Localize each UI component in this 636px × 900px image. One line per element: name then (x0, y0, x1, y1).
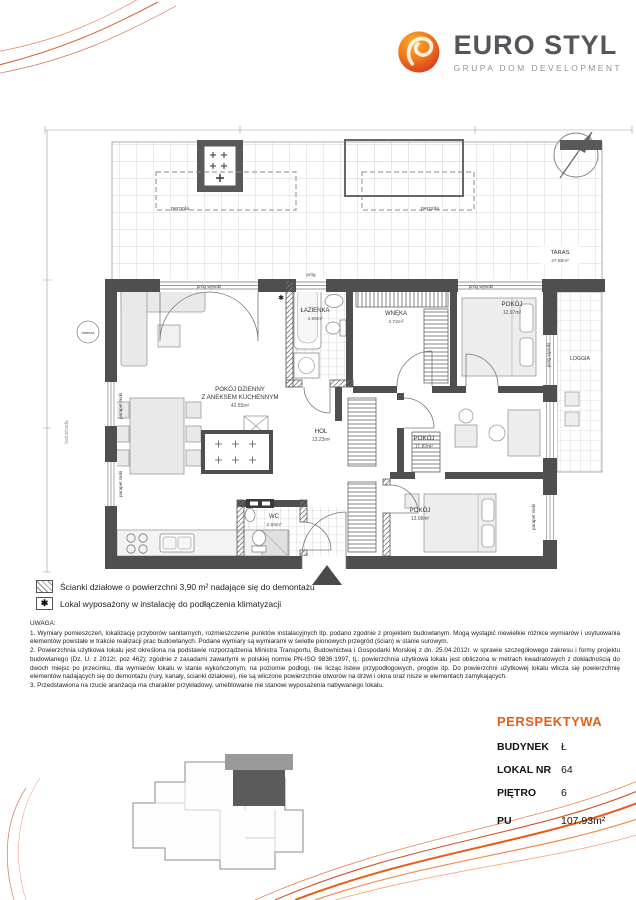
info-row-budynek (497, 741, 627, 753)
ladder-marker (77, 321, 99, 343)
room-label-wneka: WNĘKA (384, 311, 408, 317)
legend (36, 580, 456, 614)
note-item-2: 2. Powierzchnia użytkowa lokalu jest określona na podstawie rozporządzenia Ministra Transportu, Budownictwa i Gospodarki Morskiej z dn. 25.04.2012r. w sprawie szczegółowego zakresu i formy projektu budowlanego (Dz. U. z 2012r. poz 462); zgodnie z zasadami zawartymi w polskiej normie PN-ISO 9836:1997, tj.: powierzchnia użytkowa lokalu jest obliczona w metrach kwadratowych z dokładnością do dwóch miejsc po przecinku, dla wymiarów lokalu w stanie wykończonym, na poziomie podłogi, nie licząc listew przypodłogowych, progów itp. Do powierzchni użytkowej lokalu wlicza się powierzchnię elementów nadających się do demontażu (rury, kanały, ścianki działowe), nie są wliczone powierzchnie otworów na drzwi i okna oraz nisze w elementach zamykających. (30, 647, 620, 681)
legend-item-partitions (36, 580, 456, 593)
room-area-taras: 47.85m² (551, 259, 569, 264)
room-label-pokoj2: POKÓJ (413, 435, 435, 442)
info-row-pu (497, 815, 627, 827)
star-box-icon: ✱ (36, 597, 53, 610)
room-area-living: 42.55m² (230, 403, 250, 409)
floor-plan (0, 110, 636, 590)
sill-label: parapet niski (118, 392, 123, 420)
room-area-hol: 13.23m² (311, 437, 331, 443)
ac-star-symbol: ✱ (278, 295, 284, 302)
legend-label: Ścianki działowe o powierzchni 3,90 m² nadające się do demontażu (60, 581, 315, 592)
room-label-taras: TARAS (550, 250, 570, 256)
balustrade-label: balustrada (64, 420, 70, 444)
loggia (557, 292, 602, 472)
room-area-pokoj3: 13.08m² (410, 516, 430, 522)
room-label-wc: WC (269, 514, 279, 520)
room-label-pokoj1: POKÓJ (501, 301, 523, 308)
hatch-box-icon (36, 580, 53, 593)
brand-tagline: GRUPA DOM DEVELOPMENT (453, 62, 622, 73)
note-title: UWAGA: (30, 620, 56, 627)
sill-label: parapet niski (118, 470, 123, 498)
threshold-label: próg wysoki (468, 284, 494, 289)
terrace (112, 140, 602, 288)
info-label: PU (497, 815, 512, 827)
ladder-label: drabina (81, 331, 95, 335)
info-label: PIĘTRO (497, 787, 537, 799)
room-label-living-1: POKÓJ DZIENNY (215, 386, 265, 393)
brand-logo-icon (396, 21, 442, 83)
room-label-loggia: LOGGIA (570, 356, 590, 362)
room-area-pokoj1: 12.97m² (502, 310, 522, 316)
brand-name: EURO STYL (453, 29, 618, 60)
living-furniture (114, 286, 271, 474)
pergola-label: pergola (170, 206, 190, 212)
room-label-pokoj3: POKÓJ (409, 507, 431, 514)
brand-logo (396, 20, 622, 84)
terrace-planter (197, 140, 243, 192)
note-block (30, 620, 620, 691)
info-value: 64 (561, 764, 573, 776)
room-label-hol: HOL (314, 428, 328, 435)
plumbing-shaft (246, 499, 274, 508)
decor-swirl-top-left (0, 0, 180, 75)
key-plan-unit-highlight (233, 770, 285, 806)
legend-label: Lokal wyposażony w instalację do podłączenia klimatyzacji (60, 598, 282, 609)
room-label-living-2: Z ANEKSEM KUCHENNYM (201, 394, 279, 401)
info-row-lokal (497, 764, 627, 776)
room-area-wc: 2.68m² (266, 523, 282, 528)
info-value: 107.93m² (561, 815, 606, 827)
threshold-label-short: próg (306, 272, 316, 277)
legend-item-ac (36, 597, 456, 610)
room-area-pokoj2: 11.82m² (415, 444, 433, 450)
room-area-wneka: 2.72m² (388, 320, 404, 325)
info-row-pietro (497, 787, 627, 799)
room-label-lazienka: ŁAZIENKA (300, 308, 330, 314)
room-area-lazienka: 4.98m² (307, 317, 323, 322)
threshold-label: próg wysoki (546, 342, 551, 368)
info-panel (497, 714, 627, 838)
info-title: PERSPEKTYWA (497, 714, 603, 729)
info-value: Ł (561, 741, 567, 753)
sill-label: parapet niski (531, 503, 536, 531)
pergola-label: pergola (420, 206, 440, 212)
info-value: 6 (561, 787, 567, 799)
key-plan (125, 748, 325, 876)
note-item-3: 3. Przedstawiona na rzucie aranżacja ma charakter przykładowy, umeblowanie nie stanowi wyposażenia nabywanego lokalu. (30, 681, 384, 689)
info-label: BUDYNEK (497, 741, 549, 753)
note-item-1: 1. Wymiary pomieszczeń, lokalizację przyborów sanitarnych, rozmieszczenie punktów instalacyjnych itp. podano zgodnie z projektem budowlanym. Mogą wystąpić niewielkie różnice wymiarów i usytuowania elementów powstałe w trakcie realizacji prac budowlanych. Podane wymiary są wymiarami w świetle pionowych przegród (ścian) w stanie surowym. (30, 629, 620, 646)
info-label: LOKAL NR (497, 764, 552, 776)
threshold-label: próg wysoki (196, 284, 222, 289)
key-plan-terrace (225, 754, 293, 770)
